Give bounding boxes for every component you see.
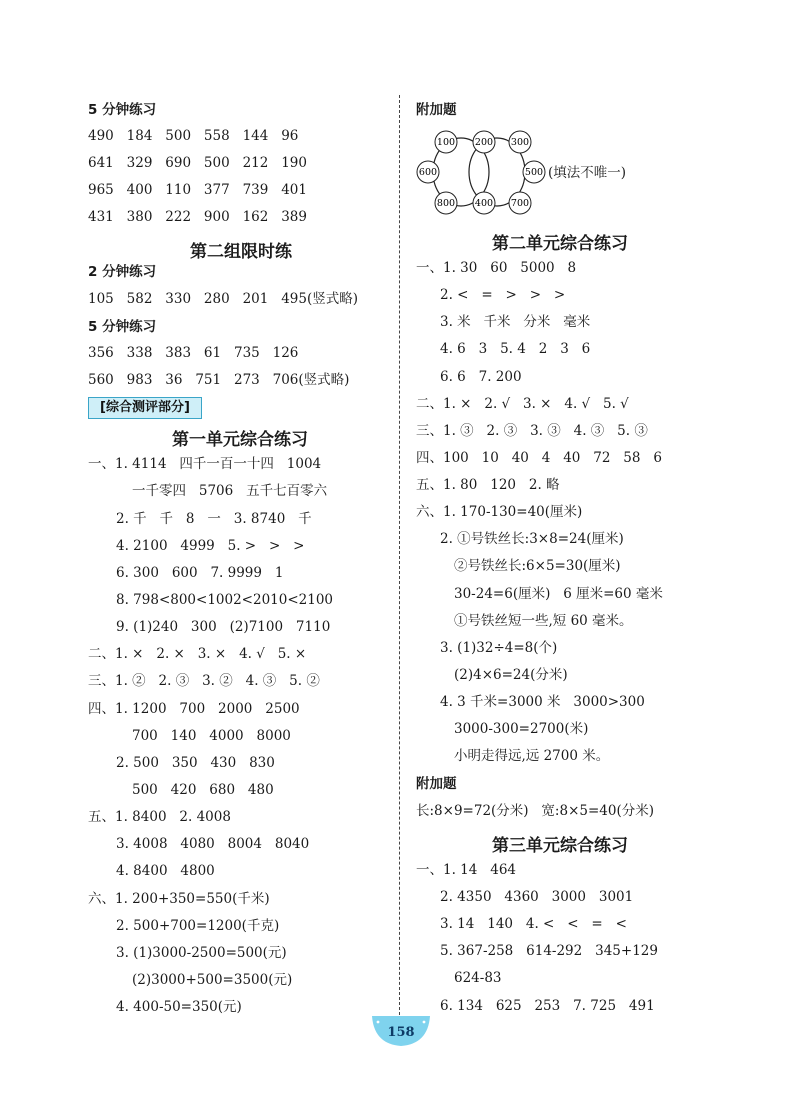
answer-line: 2. 500+700=1200(千克): [116, 918, 280, 934]
ring-node-label: 400: [474, 198, 494, 209]
ring-node-label: 200: [474, 137, 494, 148]
answer-line: 2. ①号铁丝长:3×8=24(厘米): [440, 531, 624, 547]
answer-line: 3. 4008 4080 8004 8040: [116, 836, 310, 852]
ring-note: (填法不唯一): [548, 165, 627, 181]
page-number-badge: [370, 1014, 432, 1048]
answer-line: 一、1. 30 60 5000 8: [416, 260, 577, 276]
answer-line: 700 140 4000 8000: [132, 728, 291, 744]
unit-title: 第二单元综合练习: [492, 234, 628, 254]
answer-line: 一千零四 5706 五千七百零六: [132, 483, 328, 499]
answer-line: 五、1. 8400 2. 4008: [88, 809, 231, 825]
answer-line: 2. < = > > >: [440, 287, 566, 303]
answer-line: 4. 2100 4999 5. > > >: [116, 538, 305, 554]
answer-line: (2)3000+500=3500(元): [132, 972, 293, 988]
ring-node-label: 700: [510, 198, 530, 209]
answer-line: 4. 400-50=350(元): [116, 999, 242, 1015]
badge-dot: [423, 1021, 426, 1024]
group-title: 第二组限时练: [190, 242, 292, 262]
answer-line: (2)4×6=24(分米): [454, 667, 568, 683]
section-heading: 5 分钟练习: [88, 319, 157, 335]
section-heading: 5 分钟练习: [88, 102, 157, 118]
section-heading: 附加题: [416, 776, 457, 792]
section-tag: [综合测评部分]: [88, 397, 202, 419]
answer-line: 5. 367-258 614-292 345+129: [440, 943, 658, 959]
answer-line: 6. 300 600 7. 9999 1: [116, 565, 284, 581]
answer-line: 8. 798<800<1002<2010<2100: [116, 592, 334, 608]
answer-line: 2. 千 千 8 一 3. 8740 千: [116, 511, 312, 527]
answer-line: 624-83: [454, 970, 502, 986]
answer-line: 四、100 10 40 4 40 72 58 6: [416, 450, 662, 466]
page-number: 158: [387, 1025, 415, 1040]
unit-title: 第三单元综合练习: [492, 836, 628, 856]
answer-line: 2. 500 350 430 830: [116, 755, 275, 771]
answer-line: 4. 6 3 5. 4 2 3 6: [440, 341, 591, 357]
answer-line: 356 338 383 61 735 126: [88, 345, 299, 361]
answer-line: 4. 8400 4800: [116, 863, 215, 879]
answer-line: 6. 134 625 253 7. 725 491: [440, 998, 655, 1014]
answer-line: ②号铁丝长:6×5=30(厘米): [454, 558, 621, 574]
answer-line: 二、1. × 2. × 3. × 4. √ 5. ×: [88, 646, 307, 662]
badge-dot: [377, 1021, 380, 1024]
unit-title: 第一单元综合练习: [172, 430, 308, 450]
answer-line: 长:8×9=72(分米) 宽:8×5=40(分米): [416, 803, 654, 819]
answer-line: 3. 米 千米 分米 毫米: [440, 314, 591, 330]
answer-line: 4. 3 千米=3000 米 3000>300: [440, 694, 645, 710]
answer-line: 641 329 690 500 212 190: [88, 155, 307, 171]
answer-line: 500 420 680 480: [132, 782, 274, 798]
answer-line: 四、1. 1200 700 2000 2500: [88, 701, 300, 717]
answer-line: 五、1. 80 120 2. 略: [416, 477, 560, 493]
ring-node-label: 600: [418, 167, 438, 178]
answer-line: 431 380 222 900 162 389: [88, 209, 307, 225]
answer-line: 560 983 36 751 273 706(竖式略): [88, 372, 350, 388]
answer-line: 六、1. 170-130=40(厘米): [416, 504, 583, 520]
answer-line: 490 184 500 558 144 96: [88, 128, 299, 144]
ring-node-label: 100: [436, 137, 456, 148]
ring-node-label: 800: [436, 198, 456, 209]
answer-line: 六、1. 200+350=550(千米): [88, 891, 270, 907]
answer-line: 9. (1)240 300 (2)7100 7110: [116, 619, 331, 635]
answer-line: 105 582 330 280 201 495(竖式略): [88, 291, 359, 307]
answer-line: 一、1. 4114 四千一百一十四 1004: [88, 456, 322, 472]
section-heading: 2 分钟练习: [88, 264, 157, 280]
answer-line: 二、1. × 2. √ 3. × 4. √ 5. √: [416, 396, 629, 412]
answer-line: 965 400 110 377 739 401: [88, 182, 307, 198]
answer-line: 三、1. ② 2. ③ 3. ② 4. ③ 5. ②: [88, 673, 320, 689]
section-heading: 附加题: [416, 102, 457, 118]
number-ring-diagram: [410, 125, 550, 220]
answer-line: 3000-300=2700(米): [454, 721, 589, 737]
answer-line: 一、1. 14 464: [416, 862, 516, 878]
answer-line: 三、1. ③ 2. ③ 3. ③ 4. ③ 5. ③: [416, 423, 648, 439]
answer-line: 2. 4350 4360 3000 3001: [440, 889, 634, 905]
answer-line: 3. (1)3000-2500=500(元): [116, 945, 287, 961]
answer-line: 3. (1)32÷4=8(个): [440, 640, 558, 656]
ring-node-label: 300: [510, 137, 530, 148]
answer-line: 3. 14 140 4. < < = <: [440, 916, 627, 932]
answer-line: ①号铁丝短一些,短 60 毫米。: [454, 613, 633, 629]
ring-node-label: 500: [524, 167, 544, 178]
column-divider: [399, 95, 400, 1015]
answer-line: 小明走得远,远 2700 米。: [454, 748, 610, 764]
answer-line: 6. 6 7. 200: [440, 369, 522, 385]
answer-line: 30-24=6(厘米) 6 厘米=60 毫米: [454, 586, 663, 602]
